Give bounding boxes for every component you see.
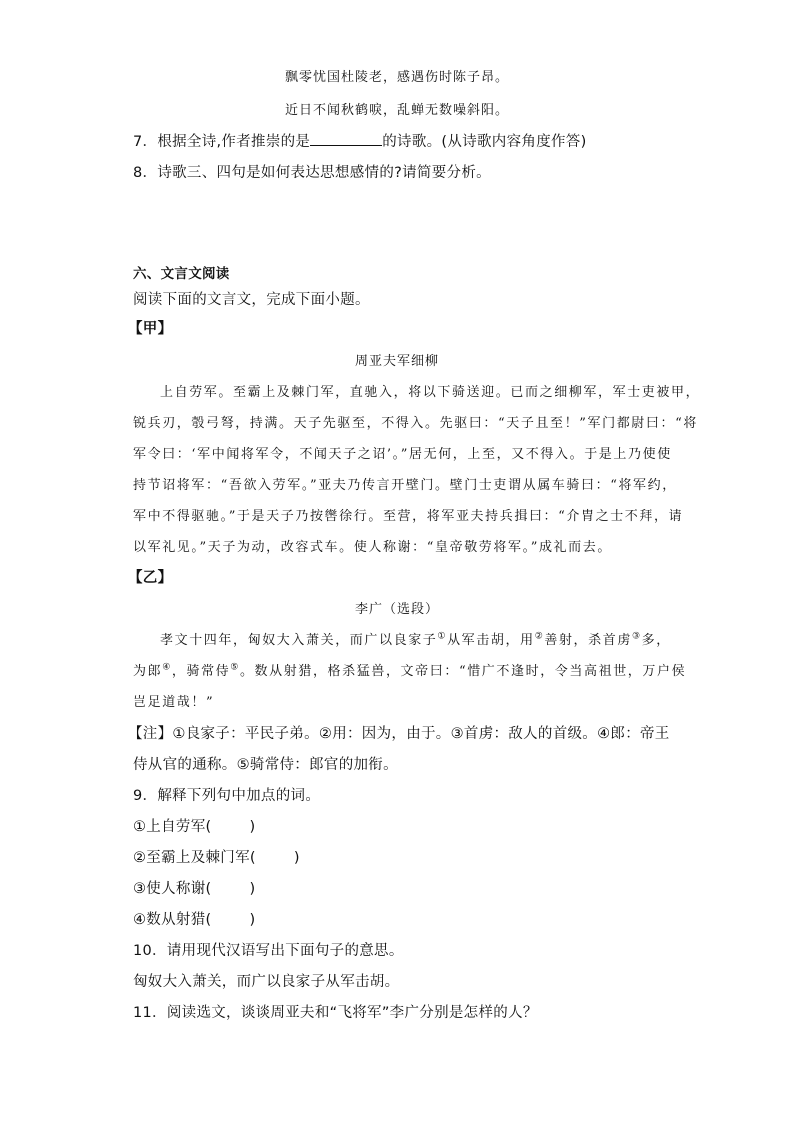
passage-jia-label: 【甲】 — [128, 321, 173, 337]
passage-yi-text: 善射，杀首虏 — [544, 633, 632, 648]
answer-blank — [310, 133, 382, 146]
passage-jia-line: 军令曰：‘军中闻将军令，不闻天子之诏’。”居无何，上至，又不得入。于是上乃使使 — [133, 447, 672, 462]
passage-yi-text: 多， — [641, 633, 671, 648]
poem-line-2: 近日不闻秋鹤唳，乱蝉无数噪斜阳。 — [284, 103, 509, 118]
question-9-item-text: ①上自劳军( — [133, 819, 212, 835]
footnotes-line-2: 侍从官的通称。⑤骑常侍：郎官的加衔。 — [133, 757, 398, 773]
passage-jia-line: 锐兵刃，彀弓弩，持满。天子先驱至，不得入。先驱曰：“天子且至！”军门都尉曰：“将 — [133, 416, 698, 431]
passage-yi-title: 李广（选段） — [354, 602, 439, 617]
question-7-text-after: 的诗歌。(从诗歌内容角度作答) — [382, 134, 587, 150]
passage-yi-line-2 — [133, 660, 686, 679]
question-9-item — [133, 877, 255, 898]
question-8: 8．诗歌三、四句是如何表达思想感情的?请简要分析。 — [133, 165, 491, 181]
footnote-marker: ③ — [631, 631, 642, 642]
section-heading: 六、文言文阅读 — [133, 266, 230, 282]
question-9-item-close: ) — [249, 912, 256, 928]
passage-jia-title: 周亚夫军细柳 — [354, 354, 439, 369]
question-9: 9．解释下列句中加点的词。 — [133, 788, 321, 804]
passage-yi-text: ，骑常侍 — [171, 664, 231, 679]
question-7 — [133, 130, 587, 151]
passage-yi-text: 。数从射猎，格杀猛兽，文帝曰：“惜广不逢时，令当高祖世，万户侯 — [239, 664, 687, 679]
question-9-item — [133, 815, 255, 836]
question-7-text-before: 7．根据全诗,作者推崇的是 — [133, 134, 311, 150]
question-10-sentence: 匈奴大入萧关，而广以良家子从军击胡。 — [133, 974, 400, 990]
passage-jia-line: 以军礼见。”天子为动，改容式车。使人称谢：“皇帝敬劳将军。”成礼而去。 — [133, 540, 612, 555]
poem-line-1: 飘零忧国杜陵老，感遇伤时陈子昂。 — [284, 70, 509, 85]
question-9-item-close: ) — [249, 881, 256, 897]
passage-jia-line: 军中不得驱驰。”于是天子乃按辔徐行。至营，将军亚夫持兵揖曰：“介胄之士不拜，请 — [133, 509, 684, 524]
passage-yi-label: 【乙】 — [128, 570, 173, 586]
footnotes-line-1: 【注】①良家子：平民子弟。②用：因为，由于。③首虏：敌人的首级。④郎：帝王 — [128, 726, 670, 742]
footnote-marker: ① — [437, 631, 448, 642]
question-9-item — [133, 846, 300, 867]
passage-jia-line: 上自劳军。至霸上及棘门军，直驰入，将以下骑送迎。已而之细柳军，军士吏被甲， — [160, 385, 701, 400]
question-9-item-text: ②至霸上及棘门军( — [133, 850, 256, 866]
question-9-item — [133, 908, 255, 929]
question-9-item-text: ③使人称谢( — [133, 881, 212, 897]
passage-jia-line: 持节诏将军：“吾欲入劳军。”亚夫乃传言开壁门。壁门士吏谓从属车骑曰：“将军约， — [133, 478, 677, 493]
question-9-item-close: ) — [249, 819, 256, 835]
question-9-item-close: ) — [293, 850, 300, 866]
section-instruction: 阅读下面的文言文，完成下面小题。 — [133, 292, 370, 308]
question-11: 11．阅读选文，谈谈周亚夫和“飞将军”李广分别是怎样的人？ — [133, 1005, 538, 1021]
footnote-marker: ② — [534, 631, 545, 642]
passage-yi-text: 从军击胡，用 — [447, 633, 535, 648]
footnote-marker: ⑤ — [230, 662, 240, 673]
question-10: 10．请用现代汉语写出下面句子的意思。 — [133, 943, 404, 959]
passage-yi-text: 为郎 — [133, 664, 163, 679]
footnote-marker: ④ — [162, 662, 172, 673]
passage-yi-line-3: 岂足道哉！” — [133, 695, 215, 710]
question-9-item-text: ④数从射猎( — [133, 912, 212, 928]
passage-yi-line-1 — [160, 629, 671, 648]
passage-yi-text: 孝文十四年，匈奴大入萧关，而广以良家子 — [160, 633, 438, 648]
